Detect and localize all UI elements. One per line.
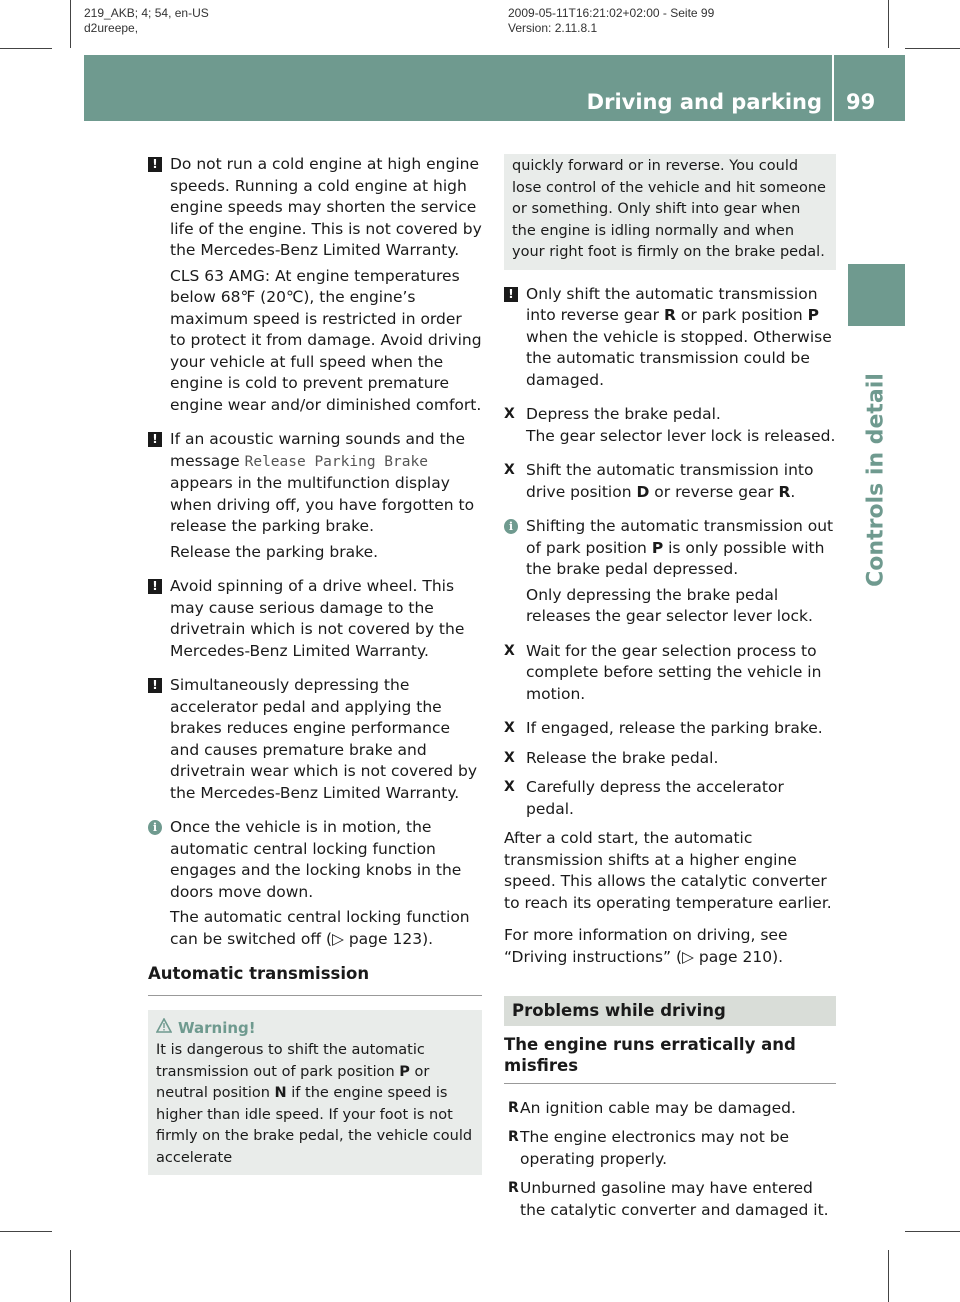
info-note: [504, 516, 836, 628]
step-arrow-icon: X: [504, 720, 515, 736]
subsection-heading: The engine runs erratically and misfires: [504, 1034, 836, 1084]
page-number: 99: [846, 90, 876, 114]
print-meta-right: [508, 6, 714, 36]
section-heading: Automatic transmission: [148, 963, 482, 996]
right-column: [504, 154, 836, 1234]
info-icon: i: [504, 519, 518, 534]
print-meta-line: d2ureepe,: [84, 21, 139, 35]
info-note: [148, 817, 482, 950]
exclamation-icon: !: [148, 678, 162, 693]
exclamation-icon: !: [148, 432, 162, 447]
caution-note: [148, 675, 482, 804]
step-item: [504, 404, 836, 447]
caution-note: [148, 576, 482, 662]
crop-mark: [70, 1250, 71, 1302]
body-paragraph: For more information on driving, see “Driving instructions” (▷ page 210).: [504, 926, 788, 966]
bullet-icon: R: [508, 1099, 519, 1116]
note-subtext: Only depressing the brake pedal releases the gear selector lever lock.: [526, 585, 813, 625]
note-text: Once the vehicle is in motion, the automatic central locking function engages and the locking knobs in the doors move down.: [170, 818, 462, 901]
warning-box: [148, 1010, 482, 1176]
crop-mark: [0, 1231, 52, 1232]
print-meta-left: [84, 6, 209, 36]
step-arrow-icon: X: [504, 462, 515, 478]
step-item: [504, 748, 836, 770]
step-result: The gear selector lever lock is released.: [526, 426, 836, 445]
note-text: Shifting the automatic transmission out of park position P is only possible with the brake pedal depressed.: [526, 517, 834, 578]
step-arrow-icon: X: [504, 406, 515, 422]
note-subtext: Release the parking brake.: [170, 542, 379, 561]
print-meta-line: Version: 2.11.8.1: [508, 21, 598, 35]
step-text: Carefully depress the accelerator pedal.: [526, 778, 784, 818]
section-heading: Problems while driving: [504, 996, 836, 1026]
step-text: Wait for the gear selection process to complete before setting the vehicle in motion.: [526, 641, 822, 703]
warning-triangle-icon: [156, 1018, 174, 1041]
step-item: [504, 641, 836, 706]
step-arrow-icon: X: [504, 779, 515, 795]
step-text: If engaged, release the parking brake.: [526, 719, 823, 737]
note-text: If an acoustic warning sounds and the message Release Parking Brake appears in the multifunction display when driving off, you have forgotten to release the parking brake.: [170, 430, 475, 535]
info-icon: i: [148, 820, 162, 835]
print-meta-line: 2009-05-11T16:21:02+02:00 - Seite 99: [508, 6, 715, 20]
warning-title: Warning!: [178, 1018, 256, 1037]
bullet-icon: R: [508, 1129, 519, 1145]
crop-mark: [888, 0, 889, 48]
note-text: Avoid spinning of a drive wheel. This may cause serious damage to the drivetrain which is not covered by the Mercedes-Benz Limited Warranty.: [170, 577, 465, 660]
list-item: R Unburned gasoline may have entered the catalytic converter and damaged it.: [508, 1179, 829, 1219]
warning-box-continued: quickly forward or in reverse. You could lose control of the vehicle and hit someone or something. Only shift into gear when the engine is idling normally and when your right foot is firmly on the brake pedal.: [504, 154, 836, 270]
caution-note: [148, 429, 482, 563]
step-text: Release the brake pedal.: [526, 748, 719, 767]
note-text: Simultaneously depressing the accelerator pedal and applying the brakes reduces engine performance and causes premature brake and drivetrain wear which is not covered by the Mercedes-Benz Limited Warranty.: [170, 676, 478, 802]
step-text: Shift the automatic transmission into drive position D or reverse gear R.: [526, 461, 814, 501]
list-item: R The engine electronics may not be operating properly.: [508, 1128, 790, 1168]
exclamation-icon: !: [148, 157, 162, 172]
step-text: Depress the brake pedal.: [526, 405, 721, 423]
note-subtext: The automatic central locking function can be switched off (▷ page 123).: [170, 908, 470, 948]
step-item: [504, 460, 836, 503]
body-paragraph: After a cold start, the automatic transmission shifts at a higher engine speed. This allows the catalytic converter to reach its operating temperature earlier.: [504, 829, 832, 912]
exclamation-icon: !: [504, 287, 518, 302]
step-item: [504, 718, 836, 740]
step-arrow-icon: X: [504, 749, 515, 766]
bullet-icon: R: [508, 1180, 519, 1196]
note-subtext: CLS 63 AMG: At engine temperatures below 68℉ (20℃), the engine’s maximum speed is restricted in order to protect it from damage. Avoid driving your vehicle at full speed when the engine is cold to prevent premature engine wear and/or diminished comfort.: [170, 266, 482, 414]
side-tab-marker: [848, 264, 905, 326]
left-column: [148, 154, 482, 1175]
crop-mark: [0, 48, 52, 49]
note-text: Do not run a cold engine at high engine speeds. Running a cold engine at high engine speeds may shorten the service life of the engine. This is not covered by the Mercedes-Benz Limited Warranty.: [170, 155, 482, 259]
page-title: Driving and parking: [586, 90, 822, 114]
step-item: [504, 777, 836, 820]
print-meta-line: 219_AKB; 4; 54, en-US: [84, 6, 209, 20]
display-message: Release Parking Brake: [244, 453, 428, 470]
list-item: R An ignition cable may be damaged.: [508, 1098, 796, 1117]
crop-mark: [70, 0, 71, 48]
crop-mark: [888, 1250, 889, 1302]
caution-note: [504, 284, 836, 392]
exclamation-icon: !: [148, 579, 162, 594]
header-separator: [832, 55, 834, 121]
note-text: Only shift the automatic transmission into reverse gear R or park position P when the vehicle is stopped. Otherwise the automatic transmission could be damaged.: [526, 284, 832, 389]
side-tab-label: Controls in detail: [863, 373, 889, 587]
warning-text: It is dangerous to shift the automatic transmission out of park position P or neutral position N if the engine speed is higher than idle speed. If your foot is not firmly on the brake pedal, the vehicle could accelerate: [156, 1042, 473, 1166]
caution-note: [148, 154, 482, 416]
step-arrow-icon: X: [504, 642, 515, 659]
crop-mark: [905, 1231, 960, 1232]
crop-mark: [905, 48, 960, 49]
